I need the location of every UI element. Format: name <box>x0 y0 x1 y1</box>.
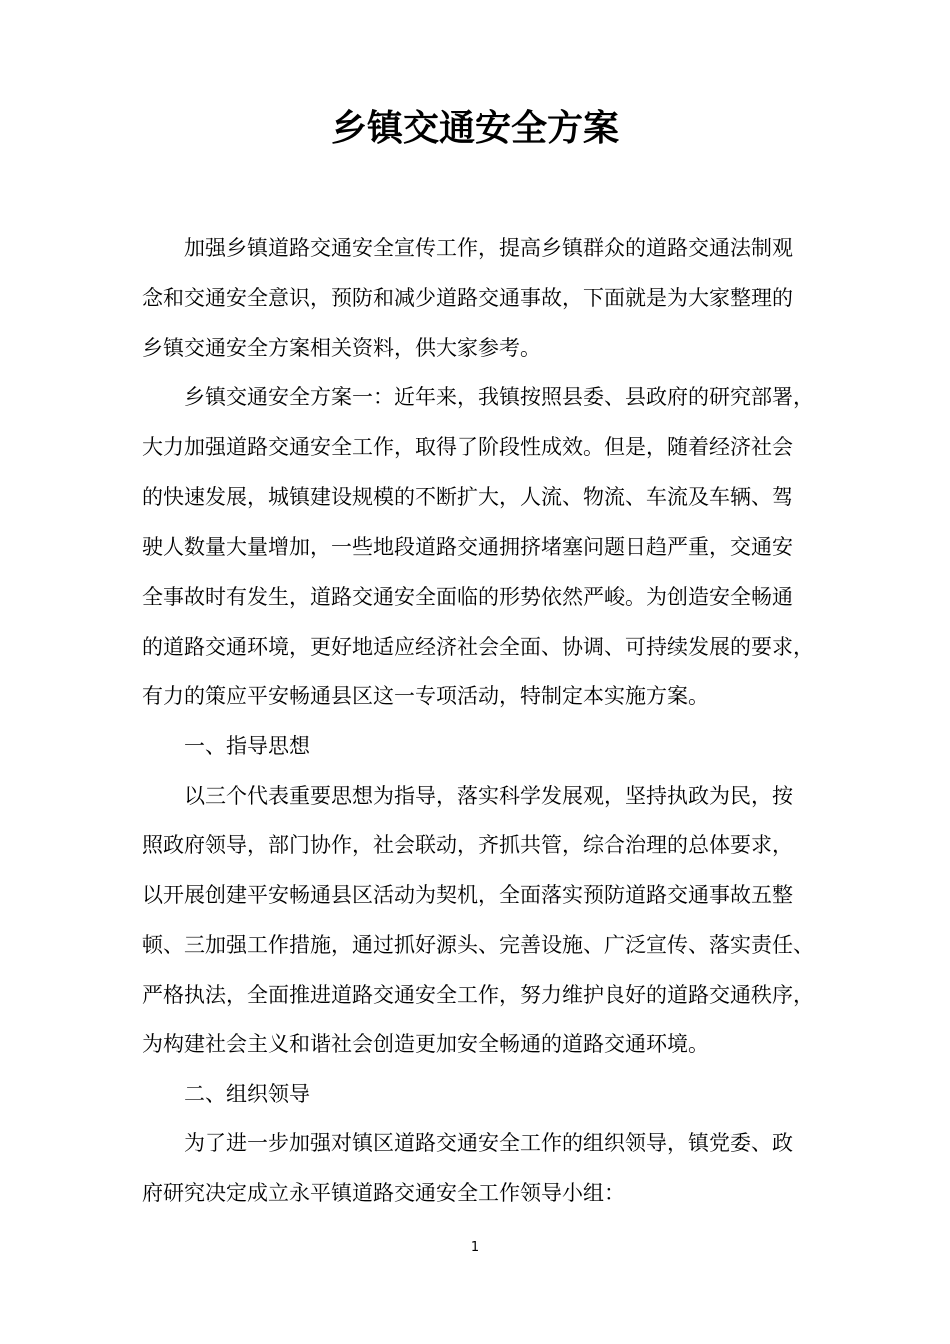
document-title: 乡镇交通安全方案 <box>330 108 619 149</box>
paragraph-line: 有力的策应平安畅通县区这一专项活动，特制定本实施方案。 <box>142 684 709 708</box>
paragraph-line: 以开展创建平安畅通县区活动为契机，全面落实预防道路交通事故五整 <box>142 883 793 907</box>
paragraph-line: 念和交通安全意识，预防和减少道路交通事故，下面就是为大家整理的 <box>142 286 793 310</box>
paragraph-line: 为了进一步加强对镇区道路交通安全工作的组织领导，镇党委、政 <box>184 1131 793 1155</box>
section-heading: 一、指导思想 <box>184 734 310 758</box>
paragraph-line: 全事故时有发生，道路交通安全面临的形势依然严峻。为创造安全畅通 <box>142 585 793 609</box>
paragraph-line: 大力加强道路交通安全工作，取得了阶段性成效。但是，随着经济社会 <box>142 435 793 459</box>
paragraph-line: 加强乡镇道路交通安全宣传工作，提高乡镇群众的道路交通法制观 <box>184 236 793 260</box>
page-number: 1 <box>470 1240 480 1255</box>
paragraph-line: 照政府领导，部门协作，社会联动，齐抓共管，综合治理的总体要求， <box>142 833 793 857</box>
paragraph-line: 乡镇交通安全方案相关资料，供大家参考。 <box>142 336 541 360</box>
paragraph-line: 驶人数量大量增加，一些地段道路交通拥挤堵塞问题日趋严重，交通安 <box>142 535 793 559</box>
paragraph-line: 府研究决定成立永平镇道路交通安全工作领导小组： <box>142 1181 625 1205</box>
paragraph-line: 顿、三加强工作措施，通过抓好源头、完善设施、广泛宣传、落实责任、 <box>142 933 814 957</box>
paragraph-line: 严格执法，全面推进道路交通安全工作，努力维护良好的道路交通秩序， <box>142 983 814 1007</box>
section-heading: 二、组织领导 <box>184 1082 310 1106</box>
paragraph-line: 为构建社会主义和谐社会创造更加安全畅通的道路交通环境。 <box>142 1032 709 1056</box>
paragraph-line: 乡镇交通安全方案一：近年来，我镇按照县委、县政府的研究部署， <box>184 385 814 409</box>
paragraph-line: 的道路交通环境，更好地适应经济社会全面、协调、可持续发展的要求， <box>142 635 814 659</box>
paragraph-line: 的快速发展，城镇建设规模的不断扩大，人流、物流、车流及车辆、驾 <box>142 485 793 509</box>
paragraph-line: 以三个代表重要思想为指导，落实科学发展观，坚持执政为民，按 <box>184 784 793 808</box>
